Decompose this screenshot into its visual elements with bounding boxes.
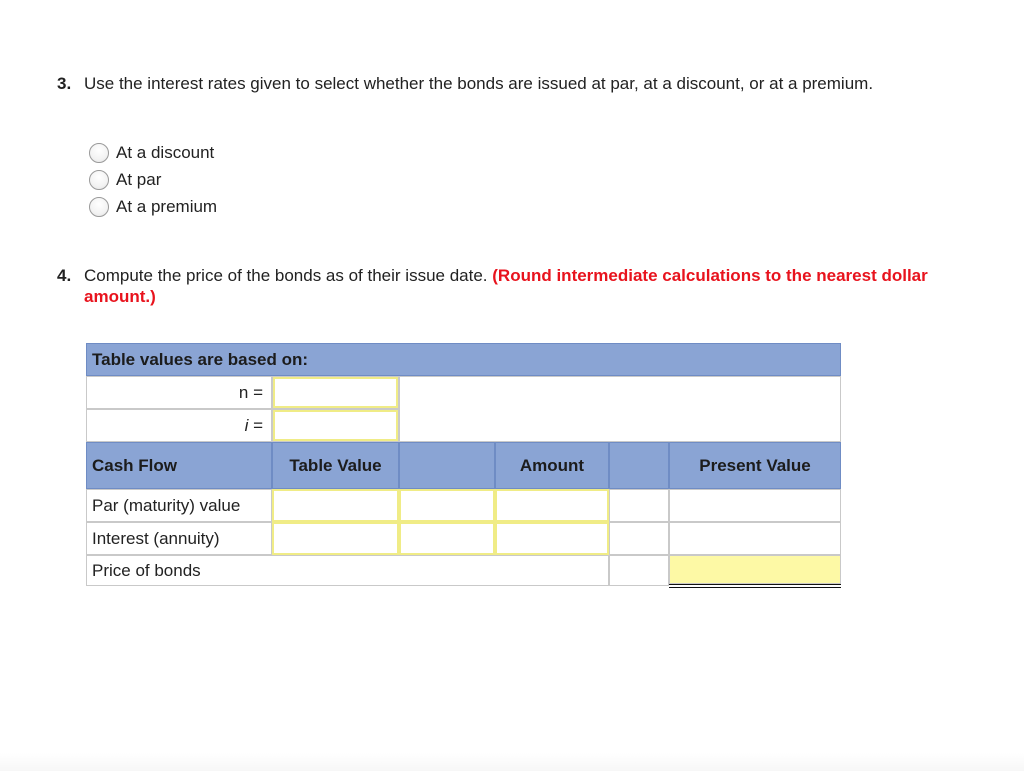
n-input[interactable] (273, 377, 398, 408)
bond-price-table (86, 343, 841, 588)
question-3-text: Use the interest rates given to select whether the bonds are issued at par, at a discount, or at a premium. (84, 74, 874, 93)
header-blank-1 (399, 442, 495, 489)
price-blank-cell (609, 555, 669, 586)
question-4 (57, 265, 937, 307)
i-label-cell (86, 409, 272, 442)
row-price-label (86, 555, 609, 586)
nil-area (399, 376, 841, 442)
n-label-cell (86, 376, 272, 409)
question-4-number: 4. (57, 266, 72, 285)
question-3 (57, 73, 937, 94)
i-input[interactable] (273, 410, 398, 441)
header-present-value-text: Present Value (699, 455, 811, 475)
double-underline-top (669, 584, 841, 585)
par-amount-input[interactable] (495, 489, 609, 522)
table-based-on-header (86, 343, 841, 376)
par-present-value-cell (669, 489, 841, 522)
question-4-text (84, 265, 937, 307)
interest-table-value-input[interactable] (272, 522, 399, 555)
par-table-value-input[interactable] (272, 489, 399, 522)
question-3-number: 3. (57, 74, 72, 93)
header-cash-flow-text: Cash Flow (92, 455, 178, 475)
option-at-par-label: At par (116, 169, 162, 189)
header-amount-text: Amount (519, 455, 585, 475)
i-label (245, 416, 263, 436)
page-bottom-shade (0, 753, 1024, 771)
option-at-par[interactable] (89, 166, 217, 193)
row-interest-label (86, 522, 272, 555)
radio-at-discount[interactable] (89, 143, 109, 163)
radio-at-premium[interactable] (89, 197, 109, 217)
double-underline-bottom (669, 587, 841, 588)
price-of-bonds-total[interactable] (669, 555, 841, 584)
rounding-note: (Round intermediate calculations to the nearest dollar amount.) (84, 266, 928, 306)
row-par-label (86, 489, 272, 522)
header-table-value (272, 442, 399, 489)
option-at-discount-label: At a discount (116, 142, 215, 162)
table-based-on-header-text: Table values are based on: (92, 349, 309, 369)
issue-type-options (89, 139, 217, 220)
i-equals: = (248, 415, 263, 435)
option-at-premium-label: At a premium (116, 196, 218, 216)
header-cash-flow (86, 442, 272, 489)
header-present-value (669, 442, 841, 489)
header-amount (495, 442, 609, 489)
question-4-body: Compute the price of the bonds as of their issue date. (84, 266, 488, 285)
option-at-premium[interactable] (89, 193, 217, 220)
n-label: n = (238, 382, 263, 402)
interest-blank-cell (609, 522, 669, 555)
interest-present-value-cell (669, 522, 841, 555)
option-at-discount[interactable] (89, 139, 217, 166)
par-operator-input[interactable] (399, 489, 495, 522)
interest-operator-input[interactable] (399, 522, 495, 555)
row-par-label-text: Par (maturity) value (92, 495, 241, 515)
row-price-label-text: Price of bonds (92, 560, 201, 580)
radio-at-par[interactable] (89, 170, 109, 190)
header-table-value-text: Table Value (289, 455, 382, 475)
header-blank-2 (609, 442, 669, 489)
i-symbol: i (244, 415, 249, 435)
par-blank-cell (609, 489, 669, 522)
row-interest-label-text: Interest (annuity) (92, 528, 220, 548)
interest-amount-input[interactable] (495, 522, 609, 555)
